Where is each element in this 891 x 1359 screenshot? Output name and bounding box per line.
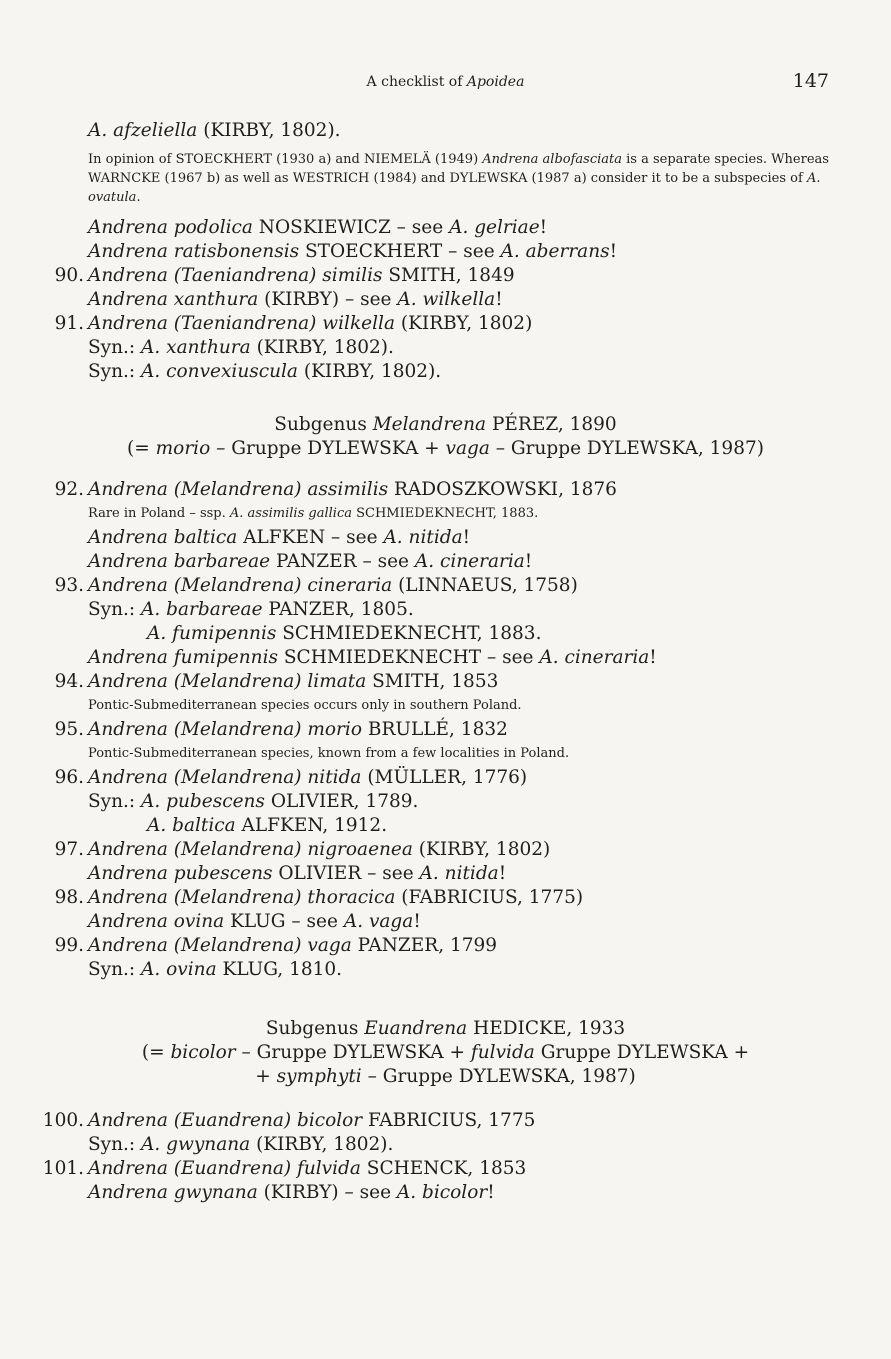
taxon-name: Andrena (Melandrena) assimilis [88, 479, 389, 500]
author: PANZER, 1805. [262, 599, 414, 620]
text-fragment: A. afzeliella [88, 120, 198, 141]
author: (MÜLLER, 1776) [361, 767, 528, 788]
taxon-name: Andrena (Melandrena) limata [88, 671, 367, 692]
taxon-name: A. gwynana [141, 1134, 251, 1155]
entry-number: 91. [54, 313, 84, 334]
punct: ! [487, 1182, 495, 1203]
text-fragment: (KIRBY) – see [258, 289, 398, 310]
text-fragment: – Gruppe DYLEWSKA, 1987) [489, 438, 764, 459]
entry-number: 90. [54, 265, 84, 286]
entry-number: 93. [54, 575, 84, 596]
author: OLIVIER – see [272, 863, 420, 884]
author: ALFKEN – see [237, 527, 384, 548]
author: PANZER – see [270, 551, 415, 572]
author: PANZER, 1799 [351, 935, 498, 956]
text-fragment: (KIRBY, 1802). [250, 337, 394, 358]
taxon-name: Andrena (Melandrena) nigroaenea [88, 839, 413, 860]
text-fragment: Apoidea [466, 74, 525, 90]
note [88, 504, 836, 523]
text-fragment: Andrena podolica [88, 217, 253, 238]
text-fragment: Euandrena [364, 1018, 468, 1039]
text-fragment: A. wilkella [397, 289, 496, 310]
text-fragment: – Gruppe DYLEWSKA, 1987) [361, 1066, 636, 1087]
entry-xanthura [88, 288, 503, 312]
see-reference [88, 1181, 495, 1205]
taxon-name: Andrena pubescens [88, 863, 273, 884]
see-reference [88, 550, 532, 574]
author: OLIVIER, 1789. [264, 791, 419, 812]
taxon-name: Andrena (Melandrena) nitida [88, 767, 362, 788]
running-header [0, 70, 891, 100]
taxon-name: Andrena ovina [88, 911, 225, 932]
text-fragment: (KIRBY, 1802). [203, 120, 341, 141]
taxon-name: A. pubescens [141, 791, 265, 812]
text-fragment: Subgenus [274, 414, 373, 435]
synonym-line [88, 958, 342, 982]
author: SMITH, 1853 [366, 671, 499, 692]
punct: ! [413, 911, 421, 932]
text-fragment: STOECKHERT – see [299, 241, 501, 262]
see-reference [88, 646, 657, 670]
see-reference [88, 526, 470, 550]
text-fragment: (= [141, 1042, 171, 1063]
syn-label: Syn.: [88, 599, 142, 620]
text-fragment: symphyti [276, 1066, 362, 1087]
note-text: SCHMIEDEKNECHT, 1883. [351, 506, 539, 521]
entry-number: 101. [42, 1158, 84, 1179]
taxon-name: A. barbareae [141, 599, 263, 620]
entry-podolica [88, 216, 547, 240]
text-fragment: ! [539, 217, 548, 238]
entry-number: 100. [42, 1110, 84, 1131]
text-fragment: Syn.: [88, 361, 142, 382]
text-fragment: A. xanthura [141, 337, 251, 358]
entry-number: 96. [54, 767, 84, 788]
author: ALFKEN, 1912. [235, 815, 388, 836]
synonym-convexiuscula [88, 360, 441, 384]
text-fragment: ! [495, 289, 503, 310]
note-albofasciata [88, 150, 836, 207]
author: SCHMIEDEKNECHT, 1883. [276, 623, 542, 644]
taxon-name: A. fumipennis [147, 623, 277, 644]
punct: ! [649, 647, 657, 668]
taxon-name: Andrena (Melandrena) morio [88, 719, 362, 740]
reference-taxon: A. nitida [419, 863, 499, 884]
punct: ! [524, 551, 533, 572]
taxon-name: Andrena (Melandrena) vaga [88, 935, 352, 956]
taxon-name: Andrena fumipennis [88, 647, 278, 668]
text-fragment: . [136, 190, 141, 205]
text-fragment: HEDICKE, 1933 [467, 1018, 626, 1039]
text-fragment: fulvida [470, 1042, 535, 1063]
author: KLUG, 1810. [216, 959, 343, 980]
synonym-line [88, 598, 414, 622]
punct: ! [498, 863, 507, 884]
note-text: Rare in Poland – ssp. [88, 506, 230, 521]
text-fragment: – Gruppe DYLEWSKA + [210, 438, 446, 459]
text-fragment: In opinion of STOECKHERT (1930 a) and NIEMELÄ (1949) [88, 152, 483, 167]
taxon-name: Andrena gwynana [88, 1182, 258, 1203]
text-fragment: Syn.: [88, 337, 142, 358]
text-fragment: Andrena (Taeniandrena) similis [88, 265, 383, 286]
entry-afzeliella [88, 119, 341, 143]
taxon-name: A. ovina [141, 959, 217, 980]
author: SCHENCK, 1853 [360, 1158, 527, 1179]
species-entry [88, 886, 583, 910]
text-fragment: morio [155, 438, 211, 459]
taxon-name: Andrena barbareae [88, 551, 271, 572]
subgenus-heading [0, 1017, 891, 1041]
text-fragment: Andrena (Taeniandrena) wilkella [88, 313, 395, 334]
text-fragment: – Gruppe DYLEWSKA + [235, 1042, 471, 1063]
species-entry [88, 718, 508, 742]
running-title [0, 74, 891, 90]
note-text: Pontic-Submediterranean species, known from a few localities in Poland. [88, 746, 570, 761]
text-fragment: SMITH, 1849 [382, 265, 515, 286]
entry-wilkella [88, 312, 532, 336]
entry-number: 92. [54, 479, 84, 500]
taxon-name: A. assimilis gallica [229, 506, 352, 521]
synonym-xanthura [88, 336, 394, 360]
subgenus-groups [0, 437, 891, 461]
text-fragment: + [255, 1066, 277, 1087]
author: (KIRBY, 1802) [412, 839, 551, 860]
entry-number: 97. [54, 839, 84, 860]
subgenus-heading [0, 413, 891, 437]
species-entry [88, 838, 550, 862]
entry-number: 95. [54, 719, 84, 740]
syn-label: Syn.: [88, 1134, 142, 1155]
text-fragment: A. ovatula [88, 171, 821, 205]
see-reference [88, 910, 421, 934]
entry-similis [88, 264, 515, 288]
reference-taxon: A. vaga [343, 911, 414, 932]
text-fragment: (KIRBY, 1802) [394, 313, 533, 334]
author: (KIRBY) – see [257, 1182, 397, 1203]
text-fragment: bicolor [170, 1042, 236, 1063]
text-fragment: NOSKIEWICZ – see [252, 217, 450, 238]
taxon-name: Andrena (Euandrena) fulvida [88, 1158, 361, 1179]
taxon-name: Andrena (Melandrena) cineraria [88, 575, 393, 596]
species-entry [88, 670, 498, 694]
author: BRULLÉ, 1832 [361, 719, 508, 740]
species-entry [88, 478, 617, 502]
subgenus-groups [0, 1041, 891, 1065]
text-fragment: Andrena albofasciata [482, 152, 622, 167]
text-fragment: (KIRBY, 1802). [297, 361, 442, 382]
syn-label: Syn.: [88, 959, 142, 980]
taxon-name: Andrena (Euandrena) bicolor [88, 1110, 363, 1131]
see-reference [88, 862, 506, 886]
reference-taxon: A. nitida [383, 527, 463, 548]
text-fragment: Andrena xanthura [88, 289, 259, 310]
author: (LINNAEUS, 1758) [392, 575, 578, 596]
synonym-line [147, 622, 541, 646]
reference-taxon: A. cineraria [539, 647, 650, 668]
entry-number: 94. [54, 671, 84, 692]
species-entry [88, 934, 497, 958]
taxon-name: Andrena baltica [88, 527, 238, 548]
text-fragment: ! [609, 241, 618, 262]
text-fragment: A. aberrans [500, 241, 610, 262]
author: (KIRBY, 1802). [250, 1134, 394, 1155]
note [88, 696, 836, 715]
note-text: Pontic-Submediterranean species occurs only in southern Poland. [88, 698, 522, 713]
subgenus-groups-cont [0, 1065, 891, 1089]
text-fragment: Gruppe DYLEWSKA + [534, 1042, 750, 1063]
text-fragment: Andrena ratisbonensis [88, 241, 300, 262]
author: SCHMIEDEKNECHT – see [278, 647, 540, 668]
punct: ! [462, 527, 471, 548]
synonym-line [88, 1133, 393, 1157]
taxon-name: A. baltica [147, 815, 236, 836]
text-fragment: (= [127, 438, 156, 459]
species-entry [88, 574, 578, 598]
entry-number: 98. [54, 887, 84, 908]
syn-label: Syn.: [88, 791, 142, 812]
text-fragment: Subgenus [265, 1018, 365, 1039]
entry-ratisbonensis [88, 240, 617, 264]
text-fragment: PÉREZ, 1890 [486, 414, 617, 435]
author: FABRICIUS, 1775 [362, 1110, 536, 1131]
author: RADOSZKOWSKI, 1876 [388, 479, 617, 500]
author: KLUG – see [224, 911, 344, 932]
author: (FABRICIUS, 1775) [395, 887, 584, 908]
text-fragment: vaga [445, 438, 490, 459]
reference-taxon: A. bicolor [396, 1182, 488, 1203]
taxon-name: Andrena (Melandrena) thoracica [88, 887, 396, 908]
synonym-line [88, 790, 418, 814]
reference-taxon: A. cineraria [414, 551, 525, 572]
synonym-line [147, 814, 387, 838]
note [88, 744, 836, 763]
entry-number: 99. [54, 935, 84, 956]
species-entry [88, 1109, 535, 1133]
text-fragment: is a separate species. Whereas WARNCKE (1967 b) as well as WESTRICH (1984) and DYLEWSKA (1987 a) consider it to be a subspecies of [88, 152, 829, 186]
text-fragment: A checklist of [366, 74, 467, 90]
text-fragment: A. gelriae [449, 217, 540, 238]
species-entry [88, 1157, 526, 1181]
text-fragment: Melandrena [372, 414, 487, 435]
species-entry [88, 766, 527, 790]
page-number: 147 [792, 70, 829, 92]
text-fragment: A. convexiuscula [141, 361, 298, 382]
